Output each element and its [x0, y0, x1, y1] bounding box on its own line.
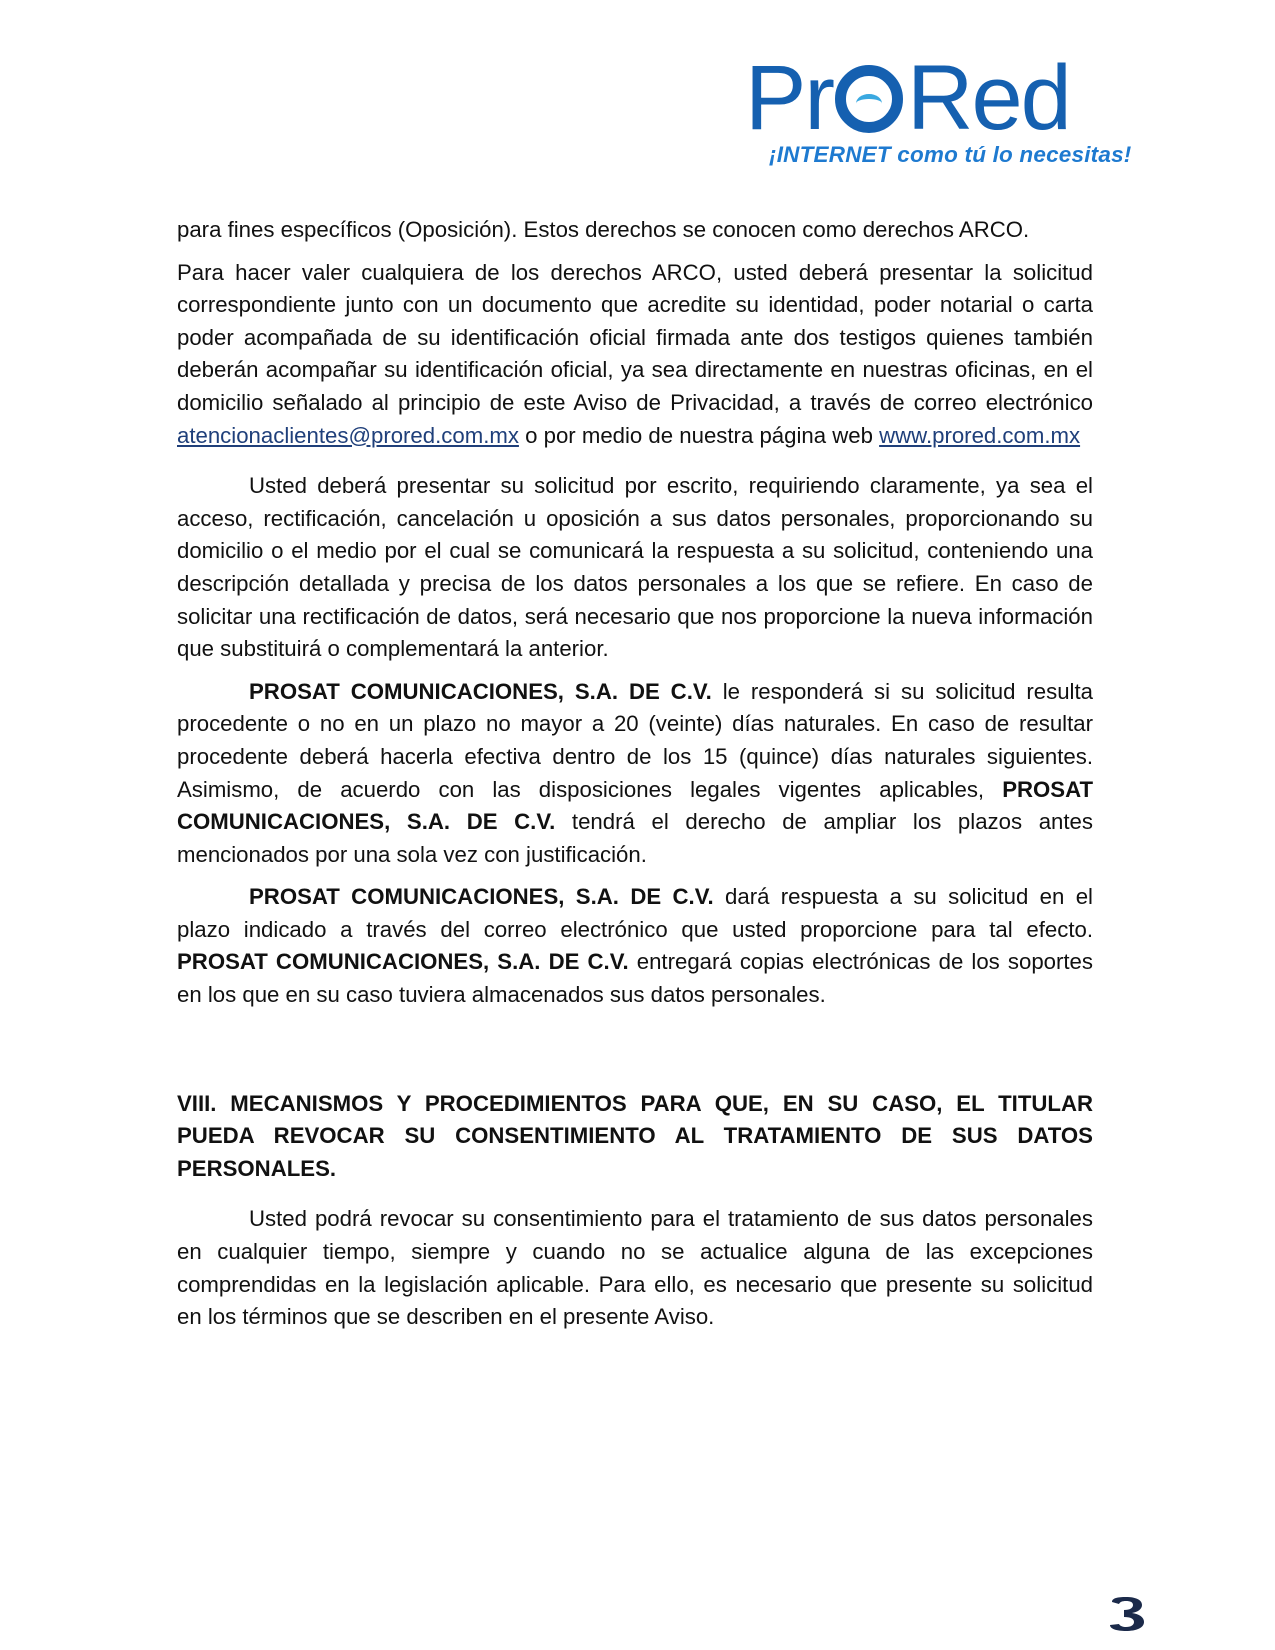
paragraph-text: Para hacer valer cualquiera de los derechos ARCO, usted deberá presentar la solicitud correspondiente junto con un documento que acredite su identidad, poder notarial o carta poder acompañada de su identificación oficial firmada ante dos testigos quienes también deberán acompañar su identificación oficial, ya sea directamente en nuestras oficinas, en el domicilio señalado al principio de este Aviso de Privacidad, a través de correo electrónico — [177, 259, 1093, 415]
paragraph-text: entregará copias electrónicas de los soportes en los que en su caso tuviera almacenados sus datos personales. — [177, 949, 1093, 1008]
company-name: PROSAT COMUNICACIONES, S.A. DE C.V. — [249, 678, 712, 704]
paragraph-text: le responderá si su solicitud resulta procedente o no en un plazo no mayor a 20 (veinte) días naturales. En caso de resultar procedente deberá hacerla efectiva dentro de los 15 (quince) días naturales siguientes. Asimismo, de acuerdo con las disposiciones legales vigentes aplicables, — [177, 678, 1093, 802]
paragraph-text: o por medio de nuestra página web — [518, 422, 880, 448]
logo-wordmark — [745, 47, 1070, 149]
company-name: PROSAT COMUNICACIONES, S.A. DE C.V. — [177, 949, 629, 975]
company-name: PROSAT COMUNICACIONES, S.A. DE C.V. — [249, 884, 714, 910]
document-body — [177, 214, 1093, 1334]
paragraph-written-request: Usted deberá presentar su solicitud por escrito, requiriendo claramente, ya sea el acceso, rectificación, cancelación u oposición a sus datos personales, proporcionando su domicilio o el medio por el cual se comunicará la respuesta a su solicitud, conteniendo una descripción detallada y precisa de los datos personales a los que se refiere. En caso de solicitar una rectificación de datos, será necesario que nos proporcione la nueva información que substituirá o complementará la anterior. — [177, 473, 1093, 662]
page-number — [1106, 1596, 1148, 1632]
paragraph-response-delivery — [177, 881, 1093, 1011]
email-link[interactable]: atencionaclientes@prored.com.mx — [177, 422, 519, 448]
paragraph-arco-request — [177, 257, 1093, 453]
website-link[interactable]: www.prored.com.mx — [879, 422, 1081, 448]
logo-o-icon — [835, 65, 903, 133]
prored-logo — [745, 47, 1132, 168]
paragraph-arco-intro: para fines específicos (Oposición). Estos derechos se conocen como derechos ARCO. — [177, 217, 1030, 242]
paragraph-revoke-consent: Usted podrá revocar su consentimiento para el tratamiento de sus datos personales en cualquier tiempo, siempre y cuando no se actualice alguna de las excepciones comprendidas en la legislación aplicable. Para ello, es necesario que presente su solicitud en los términos que se describen en el presente Aviso. — [177, 1206, 1093, 1330]
paragraph-text: tendrá el derecho de ampliar los plazos antes mencionados por una sola vez con justificación. — [177, 809, 1093, 867]
paragraph-response-time — [177, 676, 1093, 872]
paragraph-text: dará respuesta a su solicitud en el plazo indicado a través del correo electrónico que usted proporcione para tal efecto. — [177, 884, 1093, 942]
logo-tagline: ¡INTERNET como tú lo necesitas! — [769, 142, 1132, 167]
logo-brand-post: Red — [907, 47, 1070, 149]
section-heading-viii: VIII. MECANISMOS Y PROCEDIMIENTOS PARA QUE, EN SU CASO, EL TITULAR PUEDA REVOCAR SU CONSENTIMIENTO AL TRATAMIENTO DE SUS DATOS PERSONALES. — [177, 1090, 1093, 1181]
logo-brand-pre: Pr — [745, 47, 833, 149]
company-name: PROSAT COMUNICACIONES, S.A. DE C.V. — [177, 776, 1093, 835]
